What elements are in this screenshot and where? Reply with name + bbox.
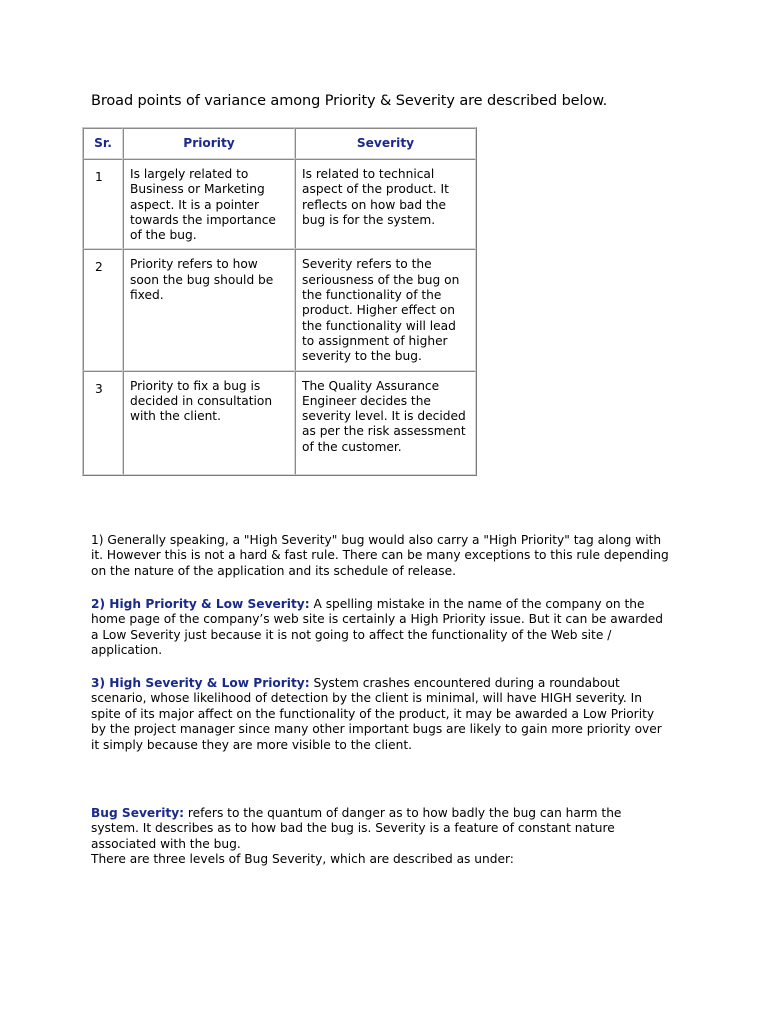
- severity-cell: [295, 249, 476, 370]
- table-row: [83, 249, 476, 370]
- bug-severity-paragraph: [91, 806, 671, 868]
- priority-text: Priority refers to how soon the bug should be fixed.: [130, 257, 274, 303]
- point-3-paragraph: [91, 676, 671, 753]
- table-header-row: [83, 128, 476, 159]
- point-3-text: System crashes encountered during a roundabout scenario, whose likelihood of detection by the client is minimal, will have HIGH severity. In spite of its major affect on the functionality of the product, it may be awarded a Low Priority by the project manager since many other important bugs are likely to gain more priority over it simply because they are more visible to the client.: [91, 676, 662, 752]
- sr-cell: [83, 371, 123, 475]
- bug-severity-heading: Bug Severity:: [91, 806, 185, 820]
- sr-cell: [83, 249, 123, 370]
- point-2-text: A spelling mistake in the name of the company on the home page of the company’s web site is certainly a High Priority issue. But it can be awarded a Low Severity just because it is not going to affect the functionality of the Web site / application.: [91, 597, 663, 658]
- priority-cell: [123, 159, 295, 249]
- sr-number: 3: [95, 381, 103, 396]
- severity-text: The Quality Assurance Engineer decides the severity level. It is decided as per the risk assessment of the customer.: [302, 378, 466, 454]
- table-row: [83, 159, 476, 249]
- intro-text: Broad points of variance among Priority & Severity are described below.: [91, 93, 608, 109]
- severity-text: Is related to technical aspect of the product. It reflects on how bad the bug is for the system.: [302, 167, 449, 227]
- priority-text: Priority to fix a bug is decided in consultation with the client.: [130, 378, 273, 424]
- table-row: [83, 371, 476, 475]
- point-2-paragraph: [91, 597, 671, 659]
- header-priority: Priority: [123, 128, 295, 159]
- priority-cell: [123, 371, 295, 475]
- point-2-heading: 2) High Priority & Low Severity:: [91, 597, 310, 611]
- bug-severity-text: refers to the quantum of danger as to how badly the bug can harm the system. It describes as to how bad the bug is. Severity is a feature of constant nature associated with the bug.: [91, 806, 622, 851]
- bug-severity-levels-text: There are three levels of Bug Severity, which are described as under:: [91, 852, 514, 867]
- severity-cell: [295, 159, 476, 249]
- header-severity: Severity: [295, 128, 476, 159]
- point-3-heading: 3) High Severity & Low Priority:: [91, 676, 310, 690]
- severity-cell: [295, 371, 476, 475]
- header-sr: Sr.: [83, 128, 123, 159]
- point-1-text: 1) Generally speaking, a "High Severity" bug would also carry a "High Priority" tag along with it. However this is not a hard & fast rule. There can be many exceptions to this rule depending on the nature of the application and its schedule of release.: [91, 533, 669, 578]
- point-1-paragraph: [91, 533, 671, 579]
- sr-number: 2: [95, 260, 103, 275]
- priority-severity-table: [82, 127, 477, 476]
- sr-number: 1: [95, 170, 103, 184]
- priority-text: Is largely related to Business or Marketing aspect. It is a pointer towards the importance of the bug.: [130, 167, 276, 243]
- severity-text: Severity refers to the seriousness of the bug on the functionality of the product. Higher effect on the functionality will lead to assignment of higher severity to the bug.: [302, 257, 460, 364]
- sr-cell: [83, 159, 123, 249]
- priority-cell: [123, 249, 295, 370]
